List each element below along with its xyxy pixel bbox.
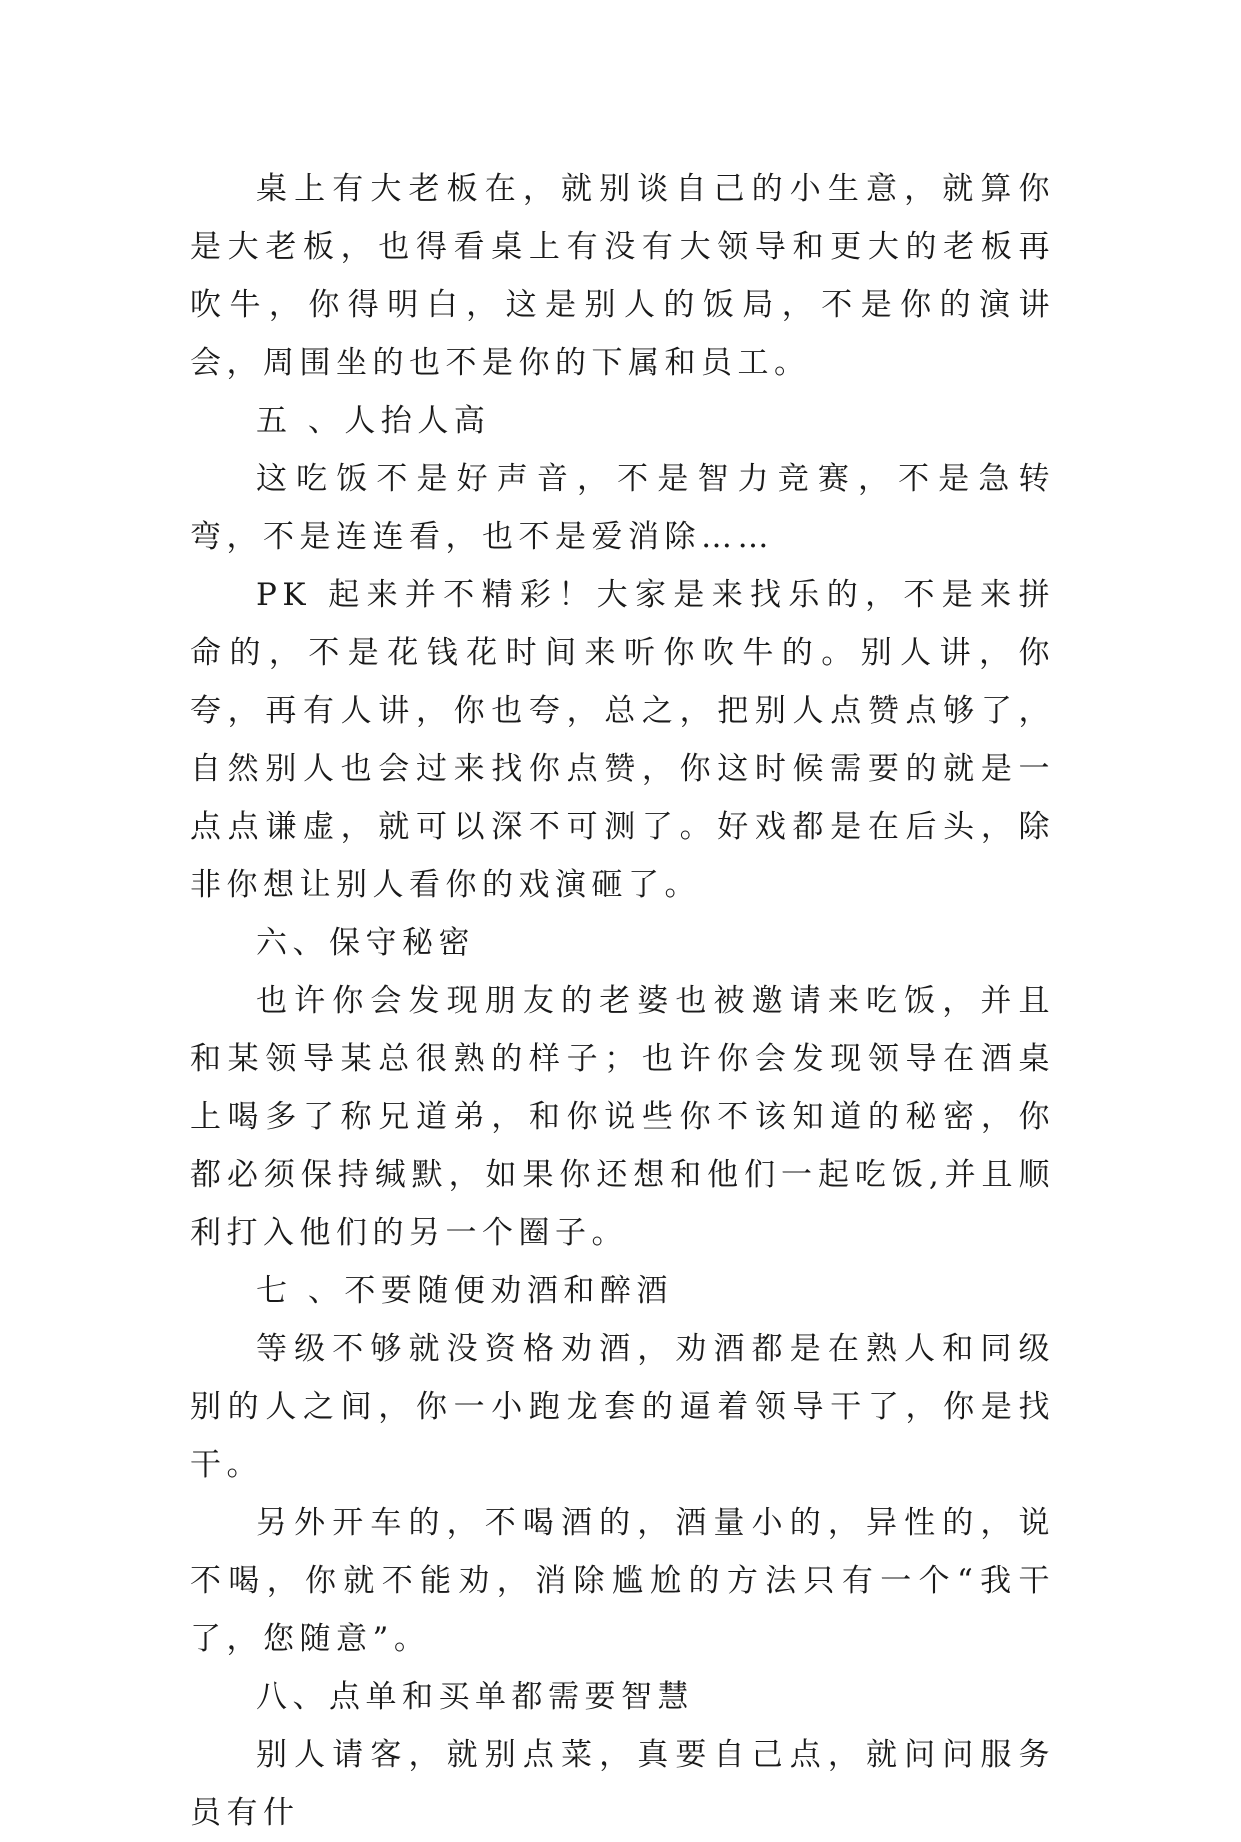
section-heading-7: 七 、不要随便劝酒和醉酒: [256, 1273, 673, 1309]
paragraph-boss-talk: 桌上有大老板在，就别谈自己的小生意，就算你是大老板，也得看桌上有没有大领导和更大的老板再吹牛，你得明白，这是别人的饭局，不是你的演讲会，周围坐的也不是你的下属和员工。: [190, 171, 1055, 381]
paragraph-keep-secrets: 也许你会发现朋友的老婆也被邀请来吃饭，并且和某领导某总很熟的样子；也许你会发现领导在酒桌上喝多了称兄道弟，和你说些你不该知道的秘密，你都必须保持缄默，如果你还想和他们一起吃饭,并且顺利打入他们的另一个圈子。: [190, 983, 1055, 1251]
section-heading-8: 八、点单和买单都需要智慧: [256, 1679, 694, 1715]
section-heading-5: 五 、人抬人高: [256, 403, 491, 439]
section-heading-6: 六、保守秘密: [256, 925, 475, 961]
paragraph-dont-force-drinks: 另外开车的，不喝酒的，酒量小的，异性的，说不喝，你就不能劝，消除尴尬的方法只有一个“我干了，您随意”。: [190, 1505, 1055, 1657]
paragraph-ordering: 别人请客，就别点菜，真要自己点，就问问服务员有什: [190, 1737, 1055, 1831]
document-body: [190, 160, 1055, 1842]
paragraph-not-a-contest: 这吃饭不是好声音，不是智力竞赛，不是急转弯，不是连连看，也不是爱消除……: [190, 461, 1055, 555]
paragraph-pk: PK 起来并不精彩！大家是来找乐的，不是来拼命的，不是花钱花时间来听你吹牛的。别人讲，你夸，再有人讲，你也夸，总之，把别人点赞点够了，自然别人也会过来找你点赞，你这时候需要的就是一点点谦虚，就可以深不可测了。好戏都是在后头，除非你想让别人看你的戏演砸了。: [190, 577, 1055, 903]
paragraph-toasting-rank: 等级不够就没资格劝酒，劝酒都是在熟人和同级别的人之间，你一小跑龙套的逼着领导干了，你是找干。: [190, 1331, 1055, 1483]
